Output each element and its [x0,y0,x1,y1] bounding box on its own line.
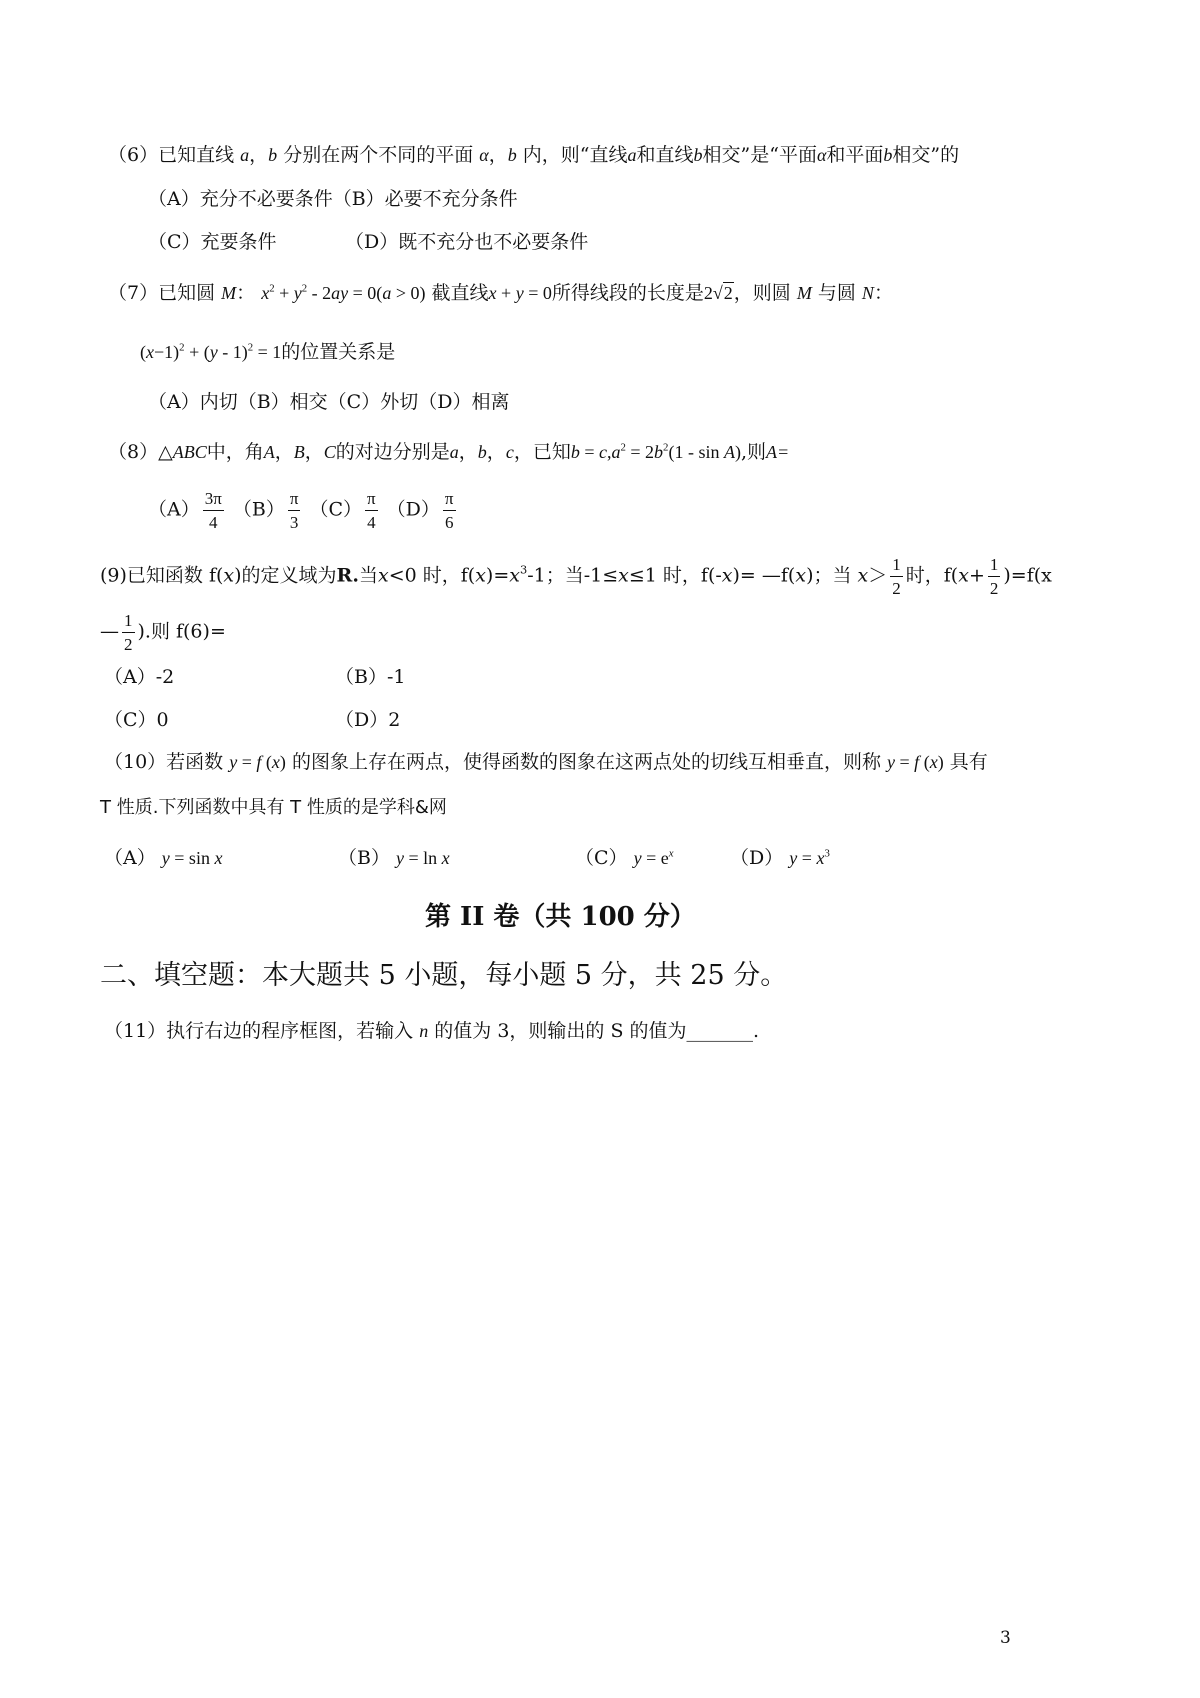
q6-option-d: （D）既不充分也不必要条件 [345,231,589,253]
q7-stem: （7）已知圆 M： $x^2 + y^2 - 2ay = 0(a > 0)$ 截直线x + y = 0所得线段的长度是2√2，则圆 M 与圆 N： [108,282,893,304]
answer-blank[interactable]: _______ [686,1020,754,1042]
q10-stem: （10）若函数 y = f (x) 的图象上存在两点，使得函数的图象在这两点处的切线互相垂直，则称 y = f (x) 具有 [104,751,988,773]
q8-stem: （8）△ABC中，角A，B，C的对边分别是a，b，c，已知$b = c,a^2 = 2b^2(1 - \sin A)$,则A= [108,441,790,463]
q10-option-d: （D） $y = x^3$ [730,847,830,869]
section-title: 第 II 卷（共 100 分） [425,902,696,932]
q7-options: （A）内切（B）相交（C）外切（D）相离 [148,391,510,413]
fill-in-heading: 二、填空题：本大题共 5 小题，每小题 5 分，共 25 分。 [100,960,788,991]
q6-options-ab: （A）充分不必要条件（B）必要不充分条件 [148,188,518,210]
q8-options: （A） $\frac{3\pi}{4}$ （B） $\frac{\pi}{3}$ （C） $\frac{\pi}{4}$ （D） $\frac{\pi}{6}$ [148,489,454,532]
q9-stem-cont: — $\frac{1}{2}$ ).则 f(6)= [100,611,226,654]
q11-stem: （11）执行右边的程序框图，若输入 n 的值为 3，则输出的 S 的值为_______. [104,1020,760,1042]
q9-option-a: （A）-2 [104,666,175,688]
q10-stem-cont: T 性质.下列函数中具有 T 性质的是学科&网 [100,797,447,818]
q10-option-b: （B） y = ln x [338,847,450,869]
q9-option-b: （B）-1 [335,666,406,688]
q9-option-c: （C）0 [104,709,169,731]
q10-option-c: （C） $y = e^x$ [575,847,674,869]
q6-stem: （6）已知直线 a，b 分别在两个不同的平面 α，b 内，则“直线a和直线b相交”是“平面α和平面b相交”的 [108,144,960,166]
q9-option-d: （D）2 [335,709,401,731]
q10-option-a: （A） y = sin x [104,847,223,869]
q6-option-c: （C）充要条件 [148,231,277,253]
page-number: 3 [1000,1628,1011,1648]
q9-stem: (9)已知函数 f(x)的定义域为R.当x<0 时，$f(x)=x^3-1$；当-1≤x≤1 时，f(-x)= —f(x)；当 x＞ $\frac{1}{2}$ 时，f(x+ $\frac{1}{2}$ )=f(x [100,555,1052,598]
q7-circle-n: $(x-1)^2 + (y - 1)^2 = 1$的位置关系是 [140,341,396,363]
